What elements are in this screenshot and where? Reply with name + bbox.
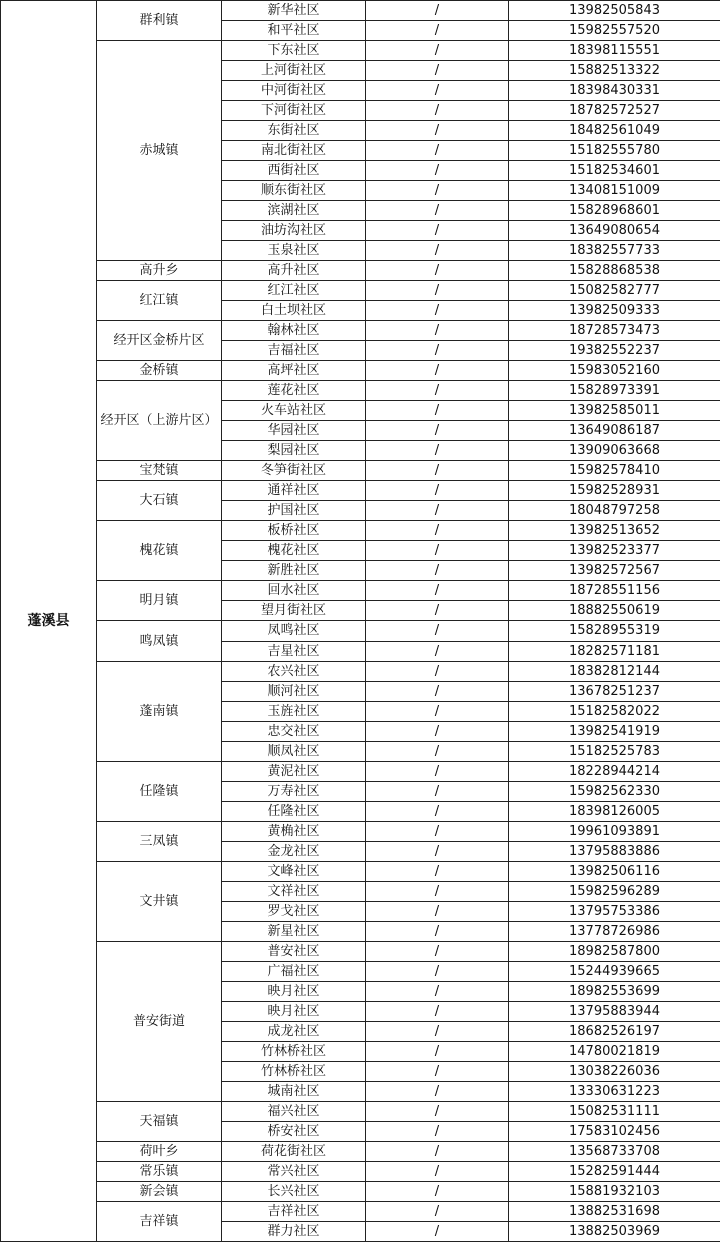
community-name-cell: 任隆社区 bbox=[222, 801, 366, 821]
phone-number-cell: 18048797258 bbox=[509, 501, 720, 521]
community-name-cell: 火车站社区 bbox=[222, 401, 366, 421]
community-name-cell: 凤鸣社区 bbox=[222, 621, 366, 641]
empty-value-cell: / bbox=[366, 21, 509, 41]
table-row bbox=[1, 521, 720, 541]
table-row bbox=[1, 761, 720, 781]
community-name-cell: 南北街社区 bbox=[222, 141, 366, 161]
community-name-cell: 油坊沟社区 bbox=[222, 221, 366, 241]
town-name-cell: 大石镇 bbox=[97, 481, 222, 521]
empty-value-cell: / bbox=[366, 721, 509, 741]
community-name-cell: 回水社区 bbox=[222, 581, 366, 601]
community-name-cell: 黄泥社区 bbox=[222, 761, 366, 781]
phone-number-cell: 15082582777 bbox=[509, 281, 720, 301]
table-row bbox=[1, 1, 720, 21]
phone-number-cell: 15982528931 bbox=[509, 481, 720, 501]
empty-value-cell: / bbox=[366, 301, 509, 321]
phone-number-cell: 13982505843 bbox=[509, 1, 720, 21]
empty-value-cell: / bbox=[366, 141, 509, 161]
phone-number-cell: 19382552237 bbox=[509, 341, 720, 361]
community-name-cell: 成龙社区 bbox=[222, 1021, 366, 1041]
phone-number-cell: 18982553699 bbox=[509, 981, 720, 1001]
empty-value-cell: / bbox=[366, 841, 509, 861]
community-name-cell: 滨湖社区 bbox=[222, 201, 366, 221]
phone-number-cell: 18382557733 bbox=[509, 241, 720, 261]
community-name-cell: 华园社区 bbox=[222, 421, 366, 441]
table-row bbox=[1, 1201, 720, 1221]
community-name-cell: 竹林桥社区 bbox=[222, 1041, 366, 1061]
empty-value-cell: / bbox=[366, 1001, 509, 1021]
empty-value-cell: / bbox=[366, 1041, 509, 1061]
community-name-cell: 广福社区 bbox=[222, 961, 366, 981]
community-name-cell: 东街社区 bbox=[222, 121, 366, 141]
empty-value-cell: / bbox=[366, 1021, 509, 1041]
community-name-cell: 映月社区 bbox=[222, 1001, 366, 1021]
community-name-cell: 吉祥社区 bbox=[222, 1201, 366, 1221]
community-name-cell: 望月街社区 bbox=[222, 601, 366, 621]
phone-number-cell: 18398126005 bbox=[509, 801, 720, 821]
empty-value-cell: / bbox=[366, 1181, 509, 1201]
empty-value-cell: / bbox=[366, 121, 509, 141]
empty-value-cell: / bbox=[366, 601, 509, 621]
town-name-cell: 经开区（上游片区） bbox=[97, 381, 222, 461]
community-name-cell: 新华社区 bbox=[222, 1, 366, 21]
phone-number-cell: 13795883944 bbox=[509, 1001, 720, 1021]
phone-number-cell: 15982562330 bbox=[509, 781, 720, 801]
table-row bbox=[1, 281, 720, 301]
phone-number-cell: 15282591444 bbox=[509, 1161, 720, 1181]
empty-value-cell: / bbox=[366, 201, 509, 221]
phone-number-cell: 15182534601 bbox=[509, 161, 720, 181]
community-name-cell: 和平社区 bbox=[222, 21, 366, 41]
phone-number-cell: 17583102456 bbox=[509, 1121, 720, 1141]
town-name-cell: 经开区金桥片区 bbox=[97, 321, 222, 361]
empty-value-cell: / bbox=[366, 101, 509, 121]
phone-number-cell: 15244939665 bbox=[509, 961, 720, 981]
table-row bbox=[1, 861, 720, 881]
empty-value-cell: / bbox=[366, 341, 509, 361]
community-name-cell: 桥安社区 bbox=[222, 1121, 366, 1141]
phone-number-cell: 13982513652 bbox=[509, 521, 720, 541]
empty-value-cell: / bbox=[366, 861, 509, 881]
community-name-cell: 西街社区 bbox=[222, 161, 366, 181]
town-name-cell: 赤城镇 bbox=[97, 41, 222, 261]
community-name-cell: 顺凤社区 bbox=[222, 741, 366, 761]
community-name-cell: 通祥社区 bbox=[222, 481, 366, 501]
empty-value-cell: / bbox=[366, 181, 509, 201]
empty-value-cell: / bbox=[366, 261, 509, 281]
empty-value-cell: / bbox=[366, 801, 509, 821]
empty-value-cell: / bbox=[366, 221, 509, 241]
empty-value-cell: / bbox=[366, 481, 509, 501]
town-name-cell: 明月镇 bbox=[97, 581, 222, 621]
phone-number-cell: 18882550619 bbox=[509, 601, 720, 621]
empty-value-cell: / bbox=[366, 281, 509, 301]
table-row bbox=[1, 621, 720, 641]
community-name-cell: 高坪社区 bbox=[222, 361, 366, 381]
phone-number-cell: 13038226036 bbox=[509, 1061, 720, 1081]
phone-number-cell: 19961093891 bbox=[509, 821, 720, 841]
phone-number-cell: 18728573473 bbox=[509, 321, 720, 341]
empty-value-cell: / bbox=[366, 161, 509, 181]
table-row bbox=[1, 941, 720, 961]
empty-value-cell: / bbox=[366, 921, 509, 941]
phone-number-cell: 13882503969 bbox=[509, 1221, 720, 1241]
community-name-cell: 下东社区 bbox=[222, 41, 366, 61]
community-name-cell: 新胜社区 bbox=[222, 561, 366, 581]
town-name-cell: 常乐镇 bbox=[97, 1161, 222, 1181]
town-name-cell: 任隆镇 bbox=[97, 761, 222, 821]
table-row bbox=[1, 261, 720, 281]
empty-value-cell: / bbox=[366, 1141, 509, 1161]
community-name-cell: 忠交社区 bbox=[222, 721, 366, 741]
community-name-cell: 荷花街社区 bbox=[222, 1141, 366, 1161]
phone-number-cell: 18482561049 bbox=[509, 121, 720, 141]
phone-number-cell: 15828973391 bbox=[509, 381, 720, 401]
empty-value-cell: / bbox=[366, 661, 509, 681]
community-name-cell: 黄桷社区 bbox=[222, 821, 366, 841]
table-row bbox=[1, 1181, 720, 1201]
town-name-cell: 吉祥镇 bbox=[97, 1201, 222, 1241]
phone-number-cell: 13982523377 bbox=[509, 541, 720, 561]
empty-value-cell: / bbox=[366, 241, 509, 261]
empty-value-cell: / bbox=[366, 501, 509, 521]
empty-value-cell: / bbox=[366, 681, 509, 701]
community-name-cell: 莲花社区 bbox=[222, 381, 366, 401]
phone-number-cell: 14780021819 bbox=[509, 1041, 720, 1061]
table-row bbox=[1, 1161, 720, 1181]
empty-value-cell: / bbox=[366, 1221, 509, 1241]
community-name-cell: 高升社区 bbox=[222, 261, 366, 281]
phone-number-cell: 13982506116 bbox=[509, 861, 720, 881]
community-name-cell: 罗戈社区 bbox=[222, 901, 366, 921]
community-name-cell: 新星社区 bbox=[222, 921, 366, 941]
empty-value-cell: / bbox=[366, 821, 509, 841]
table-row bbox=[1, 661, 720, 681]
empty-value-cell: / bbox=[366, 421, 509, 441]
phone-number-cell: 13882531698 bbox=[509, 1201, 720, 1221]
phone-number-cell: 13982509333 bbox=[509, 301, 720, 321]
community-name-cell: 吉星社区 bbox=[222, 641, 366, 661]
community-name-cell: 常兴社区 bbox=[222, 1161, 366, 1181]
table-row bbox=[1, 41, 720, 61]
phone-number-cell: 13982572567 bbox=[509, 561, 720, 581]
phone-number-cell: 18398430331 bbox=[509, 81, 720, 101]
table-row bbox=[1, 821, 720, 841]
empty-value-cell: / bbox=[366, 41, 509, 61]
phone-number-cell: 15828955319 bbox=[509, 621, 720, 641]
phone-number-cell: 15182582022 bbox=[509, 701, 720, 721]
community-name-cell: 中河街社区 bbox=[222, 81, 366, 101]
empty-value-cell: / bbox=[366, 441, 509, 461]
phone-number-cell: 18398115551 bbox=[509, 41, 720, 61]
community-name-cell: 竹林桥社区 bbox=[222, 1061, 366, 1081]
phone-number-cell: 15982557520 bbox=[509, 21, 720, 41]
empty-value-cell: / bbox=[366, 781, 509, 801]
empty-value-cell: / bbox=[366, 901, 509, 921]
community-name-cell: 翰林社区 bbox=[222, 321, 366, 341]
phone-number-cell: 15828968601 bbox=[509, 201, 720, 221]
community-name-cell: 护国社区 bbox=[222, 501, 366, 521]
phone-number-cell: 13678251237 bbox=[509, 681, 720, 701]
empty-value-cell: / bbox=[366, 881, 509, 901]
phone-number-cell: 18728551156 bbox=[509, 581, 720, 601]
empty-value-cell: / bbox=[366, 701, 509, 721]
phone-number-cell: 18782572527 bbox=[509, 101, 720, 121]
phone-number-cell: 15983052160 bbox=[509, 361, 720, 381]
community-name-cell: 长兴社区 bbox=[222, 1181, 366, 1201]
empty-value-cell: / bbox=[366, 81, 509, 101]
community-name-cell: 金龙社区 bbox=[222, 841, 366, 861]
community-name-cell: 红江社区 bbox=[222, 281, 366, 301]
empty-value-cell: / bbox=[366, 1161, 509, 1181]
community-name-cell: 上河街社区 bbox=[222, 61, 366, 81]
table-row bbox=[1, 361, 720, 381]
empty-value-cell: / bbox=[366, 381, 509, 401]
community-name-cell: 吉福社区 bbox=[222, 341, 366, 361]
table-row bbox=[1, 321, 720, 341]
empty-value-cell: / bbox=[366, 981, 509, 1001]
empty-value-cell: / bbox=[366, 641, 509, 661]
phone-number-cell: 15882513322 bbox=[509, 61, 720, 81]
empty-value-cell: / bbox=[366, 541, 509, 561]
community-name-cell: 顺河社区 bbox=[222, 681, 366, 701]
phone-number-cell: 13778726986 bbox=[509, 921, 720, 941]
phone-number-cell: 15182555780 bbox=[509, 141, 720, 161]
phone-number-cell: 15182525783 bbox=[509, 741, 720, 761]
town-name-cell: 三凤镇 bbox=[97, 821, 222, 861]
phone-number-cell: 13982585011 bbox=[509, 401, 720, 421]
town-name-cell: 鸣凤镇 bbox=[97, 621, 222, 661]
town-name-cell: 文井镇 bbox=[97, 861, 222, 941]
community-name-cell: 槐花社区 bbox=[222, 541, 366, 561]
empty-value-cell: / bbox=[366, 761, 509, 781]
community-name-cell: 群力社区 bbox=[222, 1221, 366, 1241]
phone-number-cell: 13330631223 bbox=[509, 1081, 720, 1101]
empty-value-cell: / bbox=[366, 741, 509, 761]
community-name-cell: 白土坝社区 bbox=[222, 301, 366, 321]
empty-value-cell: / bbox=[366, 521, 509, 541]
empty-value-cell: / bbox=[366, 401, 509, 421]
town-name-cell: 金桥镇 bbox=[97, 361, 222, 381]
table-row bbox=[1, 381, 720, 401]
community-name-cell: 下河街社区 bbox=[222, 101, 366, 121]
empty-value-cell: / bbox=[366, 581, 509, 601]
community-name-cell: 城南社区 bbox=[222, 1081, 366, 1101]
town-name-cell: 宝梵镇 bbox=[97, 461, 222, 481]
town-name-cell: 红江镇 bbox=[97, 281, 222, 321]
phone-number-cell: 18982587800 bbox=[509, 941, 720, 961]
table-row bbox=[1, 581, 720, 601]
phone-number-cell: 13408151009 bbox=[509, 181, 720, 201]
empty-value-cell: / bbox=[366, 61, 509, 81]
phone-number-cell: 13909063668 bbox=[509, 441, 720, 461]
table-body bbox=[1, 1, 720, 1242]
town-name-cell: 高升乡 bbox=[97, 261, 222, 281]
phone-number-cell: 13982541919 bbox=[509, 721, 720, 741]
community-name-cell: 福兴社区 bbox=[222, 1101, 366, 1121]
community-name-cell: 万寿社区 bbox=[222, 781, 366, 801]
phone-number-cell: 15082531111 bbox=[509, 1101, 720, 1121]
community-name-cell: 映月社区 bbox=[222, 981, 366, 1001]
phone-number-cell: 13795753386 bbox=[509, 901, 720, 921]
phone-number-cell: 13649080654 bbox=[509, 221, 720, 241]
table-row bbox=[1, 1141, 720, 1161]
empty-value-cell: / bbox=[366, 961, 509, 981]
town-name-cell: 蓬南镇 bbox=[97, 661, 222, 761]
phone-number-cell: 15982578410 bbox=[509, 461, 720, 481]
town-name-cell: 新会镇 bbox=[97, 1181, 222, 1201]
phone-number-cell: 15982596289 bbox=[509, 881, 720, 901]
town-name-cell: 天福镇 bbox=[97, 1101, 222, 1141]
community-name-cell: 玉旌社区 bbox=[222, 701, 366, 721]
empty-value-cell: / bbox=[366, 361, 509, 381]
empty-value-cell: / bbox=[366, 1, 509, 21]
table-row bbox=[1, 1101, 720, 1121]
community-name-cell: 农兴社区 bbox=[222, 661, 366, 681]
town-name-cell: 群利镇 bbox=[97, 1, 222, 41]
county-name-cell: 蓬溪县 bbox=[1, 1, 97, 1242]
town-name-cell: 槐花镇 bbox=[97, 521, 222, 581]
empty-value-cell: / bbox=[366, 561, 509, 581]
empty-value-cell: / bbox=[366, 1121, 509, 1141]
table-row bbox=[1, 461, 720, 481]
table-row bbox=[1, 481, 720, 501]
community-name-cell: 玉泉社区 bbox=[222, 241, 366, 261]
empty-value-cell: / bbox=[366, 1061, 509, 1081]
town-name-cell: 普安街道 bbox=[97, 941, 222, 1101]
community-name-cell: 顺东街社区 bbox=[222, 181, 366, 201]
community-name-cell: 冬笋街社区 bbox=[222, 461, 366, 481]
phone-number-cell: 18682526197 bbox=[509, 1021, 720, 1041]
phone-number-cell: 18228944214 bbox=[509, 761, 720, 781]
community-name-cell: 普安社区 bbox=[222, 941, 366, 961]
community-name-cell: 文祥社区 bbox=[222, 881, 366, 901]
empty-value-cell: / bbox=[366, 941, 509, 961]
phone-number-cell: 18282571181 bbox=[509, 641, 720, 661]
phone-number-cell: 13568733708 bbox=[509, 1141, 720, 1161]
phone-number-cell: 15881932103 bbox=[509, 1181, 720, 1201]
empty-value-cell: / bbox=[366, 621, 509, 641]
empty-value-cell: / bbox=[366, 1201, 509, 1221]
phone-number-cell: 15828868538 bbox=[509, 261, 720, 281]
community-name-cell: 板桥社区 bbox=[222, 521, 366, 541]
empty-value-cell: / bbox=[366, 321, 509, 341]
empty-value-cell: / bbox=[366, 1081, 509, 1101]
phone-number-cell: 13795883886 bbox=[509, 841, 720, 861]
community-name-cell: 文峰社区 bbox=[222, 861, 366, 881]
phone-number-cell: 18382812144 bbox=[509, 661, 720, 681]
community-name-cell: 梨园社区 bbox=[222, 441, 366, 461]
town-name-cell: 荷叶乡 bbox=[97, 1141, 222, 1161]
empty-value-cell: / bbox=[366, 461, 509, 481]
empty-value-cell: / bbox=[366, 1101, 509, 1121]
phone-number-cell: 13649086187 bbox=[509, 421, 720, 441]
